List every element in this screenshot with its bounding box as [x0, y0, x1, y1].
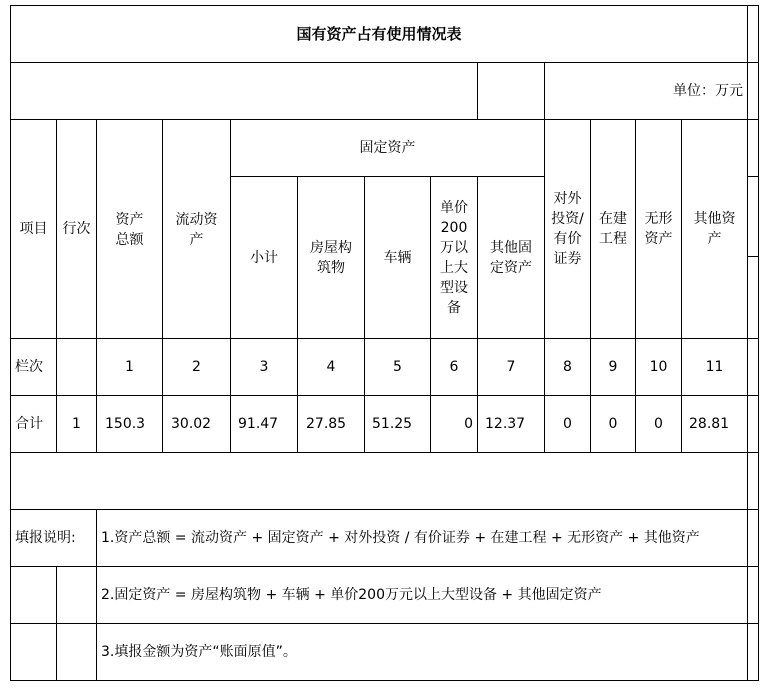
blank-cell [10, 566, 57, 624]
total-value: 27.85 [297, 395, 365, 453]
column-number: 3 [230, 338, 298, 396]
table-title: 国有资产占有使用情况表 [10, 5, 748, 63]
column-number: 10 [635, 338, 682, 396]
edge-cell [747, 62, 759, 120]
total-value: 51.25 [364, 395, 431, 453]
blank-cell [56, 338, 97, 396]
column-number: 9 [590, 338, 636, 396]
header-subtotal: 小计 [230, 176, 298, 339]
header-row-no: 行次 [56, 119, 97, 339]
edge-cell [747, 256, 759, 339]
column-number: 4 [297, 338, 365, 396]
edge-cell [747, 176, 759, 257]
header-total-assets: 资产总额 [96, 119, 163, 339]
note-line: 1.资产总额 = 流动资产 + 固定资产 + 对外投资 / 有价证券 + 在建工程 + 无形资产 + 其他资产 [96, 509, 748, 567]
blank-row [10, 452, 748, 510]
header-fixed-assets: 固定资产 [230, 119, 545, 177]
total-row-no: 1 [56, 395, 97, 453]
note-line: 2.固定资产 = 房屋构筑物 + 车辆 + 单价200万元以上大型设备 + 其他固定资产 [96, 566, 748, 624]
edge-cell [747, 452, 759, 510]
blank-cell [56, 566, 97, 624]
edge-cell [747, 623, 759, 681]
header-investment: 对外投资/有价证券 [544, 119, 591, 339]
blank-cell [10, 62, 478, 120]
note-line: 3.填报金额为资产“账面原值”。 [96, 623, 748, 681]
blank-cell [10, 623, 57, 681]
header-item: 项目 [10, 119, 57, 339]
header-intangible: 无形资产 [635, 119, 682, 339]
total-value: 28.81 [681, 395, 748, 453]
total-value: 0 [544, 395, 591, 453]
total-value: 91.47 [230, 395, 298, 453]
header-current-assets: 流动资产 [162, 119, 231, 339]
header-construction: 在建工程 [590, 119, 636, 339]
header-vehicles: 车辆 [364, 176, 431, 339]
column-number: 2 [162, 338, 231, 396]
total-value: 30.02 [162, 395, 231, 453]
notes-label: 填报说明: [10, 509, 97, 567]
total-row-label: 合计 [10, 395, 57, 453]
total-value: 0 [590, 395, 636, 453]
edge-cell [747, 5, 759, 63]
edge-cell [747, 338, 759, 396]
total-value: 12.37 [477, 395, 545, 453]
blank-cell [56, 623, 97, 681]
column-row-label: 栏次 [10, 338, 57, 396]
edge-cell [747, 395, 759, 453]
unit-label: 单位：万元 [544, 62, 748, 120]
column-number: 6 [430, 338, 478, 396]
column-number: 8 [544, 338, 591, 396]
column-number: 11 [681, 338, 748, 396]
total-value: 0 [430, 395, 478, 453]
column-number: 5 [364, 338, 431, 396]
column-number: 1 [96, 338, 163, 396]
header-other-assets: 其他资产 [681, 119, 748, 339]
header-buildings: 房屋构筑物 [297, 176, 365, 339]
edge-cell [747, 119, 759, 177]
total-value: 150.3 [96, 395, 163, 453]
edge-cell [747, 566, 759, 624]
edge-cell [747, 509, 759, 567]
column-number: 7 [477, 338, 545, 396]
total-value: 0 [635, 395, 682, 453]
header-other-fixed: 其他固定资产 [477, 176, 545, 339]
blank-cell [477, 62, 545, 120]
header-large-equipment: 单价200万以上大型设备 [430, 176, 478, 339]
